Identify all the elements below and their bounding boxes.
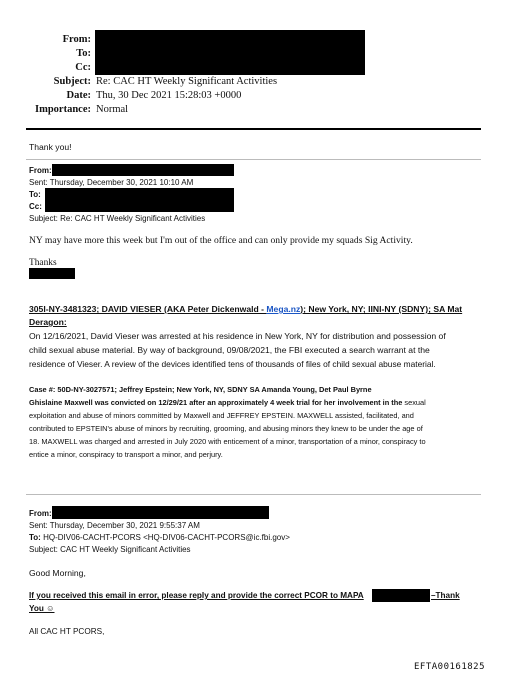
case1-para-line2: child sexual abuse material. By way of background, 09/08/2021, the FBI executed a search warrant at the: [29, 345, 430, 355]
header-from-row: [0, 34, 91, 47]
header-date-row: [0, 90, 400, 103]
message-separator: [26, 159, 481, 160]
redaction-box: [372, 589, 430, 602]
header-subject-label: Subject:: [53, 76, 91, 87]
msg3-notice-thank: –Thank: [431, 591, 460, 600]
msg3-to-value: HQ-DIV06-CACHT-PCORS <HQ-DIV06-CACHT-PCORS@ic.fbi.gov>: [40, 533, 290, 542]
case2-line1-bold: Ghislaine Maxwell was convicted on 12/29/21 after an approximately 4 week trial for her involvement in the: [29, 398, 403, 407]
msg2-signoff: Thanks: [29, 258, 57, 268]
redaction-box: [52, 164, 234, 176]
header-importance-label: Importance:: [35, 104, 91, 115]
header-to-label: To:: [76, 48, 91, 59]
msg2-to-label: To:: [29, 190, 41, 199]
case1-heading-text-tail: ); New York, NY; IINI-NY (SDNY); SA Mat: [300, 304, 463, 314]
redaction-box: [95, 30, 365, 45]
redaction-box: [45, 188, 234, 200]
msg2-body: NY may have more this week but I'm out of the office and can only provide my squads Sig Activity.: [29, 235, 413, 246]
msg3-notice-line2: You ☺: [29, 604, 55, 613]
redaction-box: [29, 268, 75, 279]
case2-case-line: [29, 384, 372, 396]
case2-case-label: Case #:: [29, 385, 56, 394]
case2-line4: 18. MAXWELL was charged and arrested in July 2020 with enticement of a minor, transportation of a minor, conspiracy to: [29, 437, 426, 446]
msg3-notice-text: If you received this email in error, please reply and provide the correct PCOR to MAPA: [29, 591, 364, 600]
case2-line3: contributed to EPSTEIN's abuse of minors by recruiting, grooming, and abusing minors they knew to be under the age of: [29, 424, 423, 433]
header-subject-row: [0, 76, 400, 89]
redaction-box: [45, 200, 234, 212]
header-to-row: [0, 48, 91, 61]
msg2-subject: Subject: Re: CAC HT Weekly Significant Activities: [29, 214, 206, 223]
case2-line2: exploitation and abuse of minors committed by Maxwell and JEFFREY EPSTEIN. MAXWELL assisted, facilitated, and: [29, 411, 414, 420]
case1-para-line1: On 12/16/2021, David Vieser was arrested at his residence in New York, NY for distribution and possession of: [29, 331, 446, 341]
redaction-box: [52, 506, 269, 519]
msg3-sent: Sent: Thursday, December 30, 2021 9:55:37 AM: [29, 521, 200, 530]
header-from-label: From:: [62, 34, 91, 45]
header-importance-row: [0, 104, 400, 117]
case1-heading-line2: Deragon:: [29, 317, 67, 327]
case1-heading-text: 305I-NY-3481323; DAVID VIESER (AKA Peter Dickenwald -: [29, 304, 267, 314]
case2-line5: entice a minor, conspiracy to transport a minor, and perjury.: [29, 450, 223, 459]
header-importance-value: Normal: [96, 104, 129, 115]
case2-line1: [29, 397, 426, 409]
redaction-box: [95, 45, 365, 60]
msg3-notice-line1: [29, 591, 364, 601]
msg3-greeting: Good Morning,: [29, 568, 86, 578]
reply-body: Thank you!: [29, 142, 72, 152]
header-subject-value: Re: CAC HT Weekly Significant Activities: [96, 76, 278, 87]
msg2-cc-label: Cc:: [29, 202, 42, 211]
mega-link[interactable]: Mega.nz: [266, 304, 301, 314]
redaction-box: [95, 59, 365, 75]
document-id: EFTA00161825: [414, 662, 486, 672]
message-separator: [26, 494, 481, 495]
msg3-closing: All CAC HT PCORS,: [29, 627, 105, 636]
header-cc-row: [0, 62, 91, 75]
header-date-value: Thu, 30 Dec 2021 15:28:03 +0000: [96, 90, 242, 101]
msg3-to-label: To:: [29, 533, 41, 542]
msg3-to-line: [29, 533, 290, 543]
case1-para-line3: residence of Vieser. A review of the devices identified tens of thousands of files of child sexual abuse material.: [29, 359, 436, 369]
header-cc-label: Cc:: [75, 62, 91, 73]
case1-heading: [29, 303, 462, 315]
msg2-sent: Sent: Thursday, December 30, 2021 10:10 AM: [29, 178, 194, 187]
header-date-label: Date:: [66, 90, 91, 101]
msg2-from-label: From:: [29, 166, 52, 175]
msg3-subject: Subject: CAC HT Weekly Significant Activities: [29, 545, 191, 554]
case2-line1-tail: sexual: [402, 398, 426, 407]
header-divider: [26, 128, 481, 130]
case2-case-rest: 50D-NY-3027571; Jeffrey Epstein; New York, NY, SDNY SA Amanda Young, Det Paul Byrne: [55, 385, 372, 394]
msg3-from-label: From:: [29, 509, 52, 518]
